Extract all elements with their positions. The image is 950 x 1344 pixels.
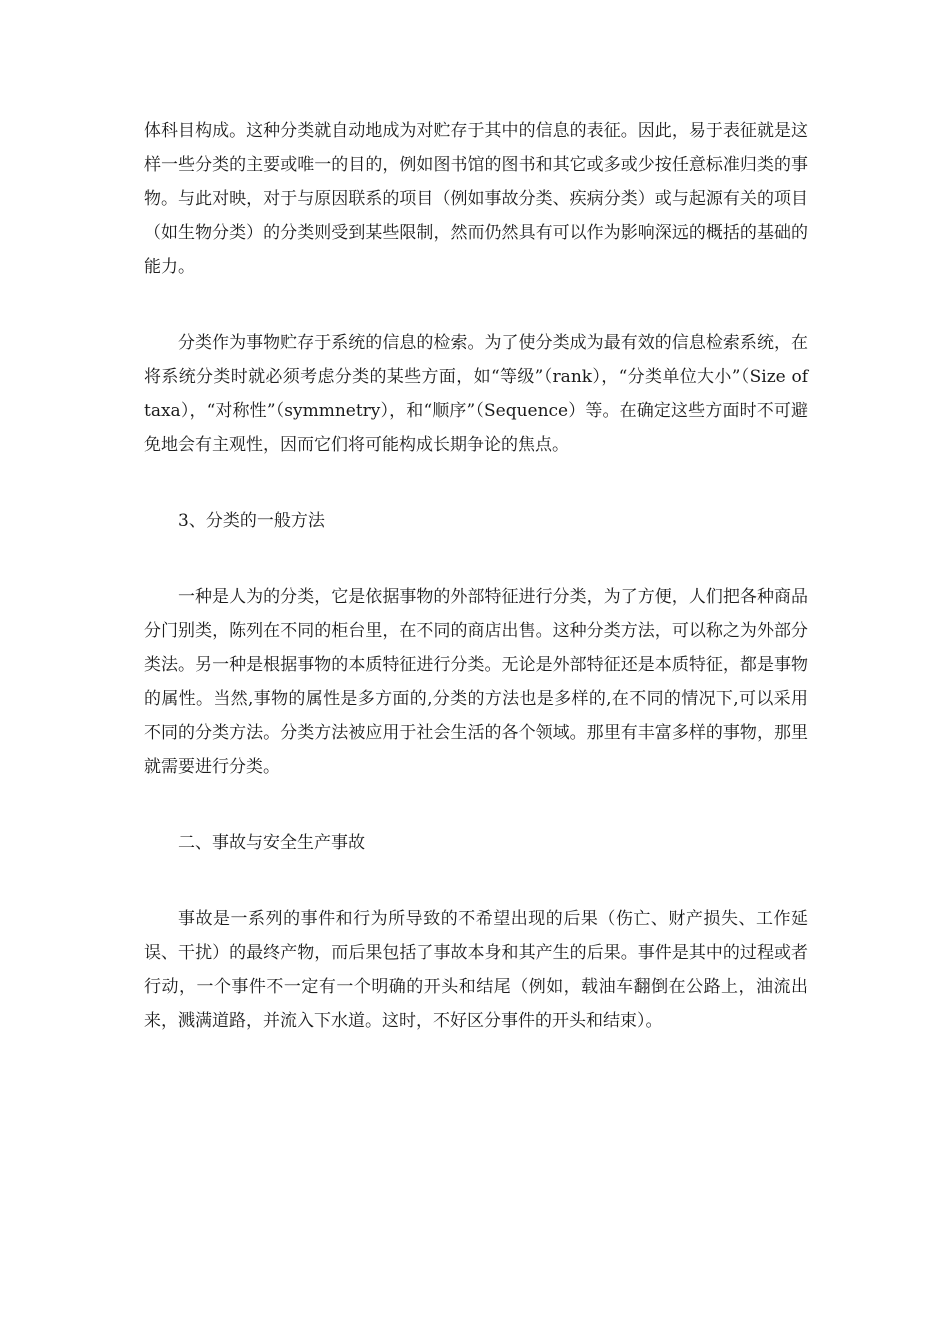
paragraph-2: 分类作为事物贮存于系统的信息的检索。为了使分类成为最有效的信息检索系统，在将系统分类时就必须考虑分类的某些方面，如“等级”（rank），“分类单位大小”（Size of taxa），“对称性”（symmnetry），和“顺序”（Sequence）等。在确定这些方面时不可避免地会有主观性，因而它们将可能构成长期争论的焦点。 (144, 333, 808, 455)
section-heading-classification-methods: 3、分类的一般方法 (178, 511, 325, 531)
paragraph-3: 一种是人为的分类，它是依据事物的外部特征进行分类，为了方便，人们把各种商品分门别类，陈列在不同的柜台里，在不同的商店出售。这种分类方法，可以称之为外部分类法。另一种是根据事物的本质特征进行分类。无论是外部特征还是本质特征，都是事物的属性。当然,事物的属性是多方面的,分类的方法也是多样的,在不同的情况下,可以采用不同的分类方法。分类方法被应用于社会生活的各个领域。那里有丰富多样的事物，那里就需要进行分类。 (144, 587, 808, 777)
paragraph-1: 体科目构成。这种分类就自动地成为对贮存于其中的信息的表征。因此，易于表征就是这样一些分类的主要或唯一的目的，例如图书馆的图书和其它或多或少按任意标准归类的事物。与此对映，对于与原因联系的项目（例如事故分类、疾病分类）或与起源有关的项目（如生物分类）的分类则受到某些限制，然而仍然具有可以作为影响深远的概括的基础的能力。 (144, 121, 808, 277)
document-body (144, 114, 808, 1080)
paragraph-4: 事故是一系列的事件和行为所导致的不希望出现的后果（伤亡、财产损失、工作延误、干扰）的最终产物，而后果包括了事故本身和其产生的后果。事件是其中的过程或者行动，一个事件不一定有一个明确的开头和结尾（例如，载油车翻倒在公路上，油流出来，溅满道路，并流入下水道。这时，不好区分事件的开头和结束）。 (144, 909, 808, 1031)
section-heading-accidents: 二、事故与安全生产事故 (178, 833, 365, 853)
